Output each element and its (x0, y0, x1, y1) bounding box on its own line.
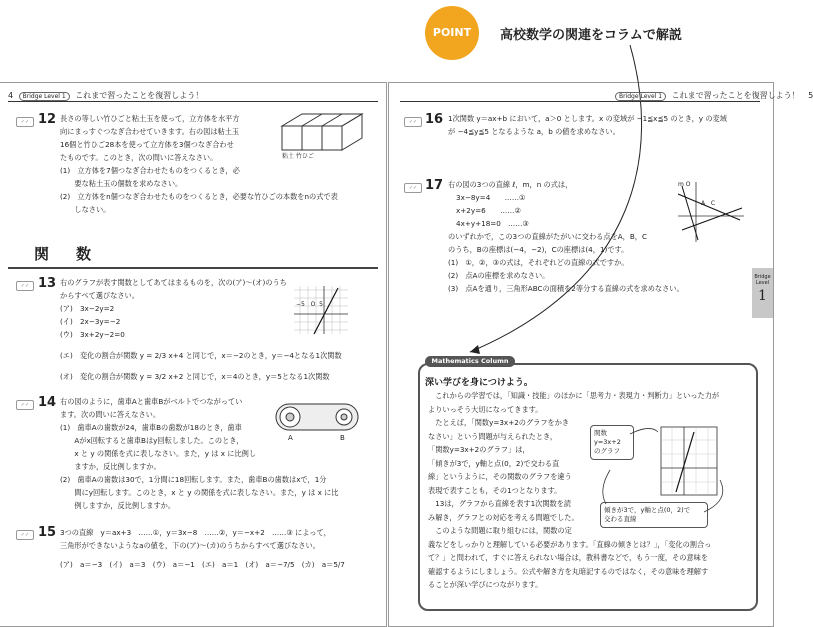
q15-text: 3つの直線 y＝ax+3 ……①，y＝3x−8 ……②，y＝−x+2 ……③ によって， 三角形ができないようなaの値を，下の(ア)〜(カ)のうちからすべて選びなさい。 (ア) a＝−3 (イ) a＝3 (ウ) a＝−1 (エ) a＝1 (オ) a＝−7/5 (カ) a＝5/7 (60, 528, 345, 569)
column-tab: Mathematics Column (425, 356, 515, 367)
header-title: これまで習ったことを復習しよう！ (671, 91, 800, 100)
q13-text: 右のグラフが表す関数としてあてはまるものを，次の(ア)〜(オ)のうち からすべて選びなさい。 (ア) 3x−2y=2 (イ) 2x−3y=−2 (ウ) 3x+2y−2=0 (エ) 変化の割合が関数 y = 2/3 x+4 と同じで，x＝−2のとき，y＝−4となる1次関数 (オ) 変化の割合が関数 y = 3/2 x+2 と同じで，x＝4のとき，y＝5となる1次関数 (60, 278, 342, 381)
q12-text: 長さの等しい竹ひごと粘土玉を使って，立方体を水平方 向にまっすぐつなぎ合わせていきます。右の図は粘土玉 16個と竹ひご28本を使って立方体を3個つなぎ合わせ たものです。このとき，次の問いに答えなさい。 (1) 立方体を7個つなぎ合わせたものをつくるとき，必 要な粘土玉の個数を求めなさい。 (2) 立方体をn個つなぎ合わせたものをつくるとき，必要な竹ひごの本数をnの式で表 しなさい。 (60, 114, 338, 214)
header-title: これまで習ったことを復習しよう！ (75, 91, 204, 100)
question-number-15: 15 (38, 525, 57, 540)
header-rule (8, 101, 378, 102)
column-title: 深い学びを身につけよう。 (425, 378, 533, 388)
level-badge: Bridge Level 1 (615, 92, 666, 101)
q17-labels: m O (678, 181, 691, 188)
question-tag: ✓✓ (404, 117, 422, 127)
page-number: 5 (808, 91, 813, 100)
gear-label-b: B (340, 434, 345, 442)
page-number: 4 (8, 91, 14, 100)
level-side-tab: Bridge Level 1 (752, 268, 773, 318)
cube-label: 粘土 竹ひご (282, 153, 314, 160)
question-tag: ✓✓ (16, 281, 34, 291)
header-rule (400, 101, 760, 102)
column-arrows (580, 420, 740, 530)
question-tag: ✓✓ (16, 117, 34, 127)
right-header (612, 90, 813, 101)
column-box-slope: 傾きが3で，y軸と点(0，2)で 交わる直線 (600, 502, 708, 528)
level-badge: Bridge Level 1 (19, 92, 70, 101)
section-title: 関 数 (34, 245, 98, 263)
q13-graph (292, 284, 350, 336)
q13-axis-labels: −5 O 5 (296, 301, 323, 308)
question-number-13: 13 (38, 276, 57, 291)
column-box-function: 関数 y=3x+2 のグラフ (590, 425, 634, 460)
question-number-16: 16 (425, 112, 444, 127)
point-caption: 高校数学の関連をコラムで解説 (500, 28, 682, 43)
question-number-17: 17 (425, 178, 444, 193)
section-rule (8, 267, 378, 269)
left-header (8, 90, 203, 101)
q16-text: 1次関数 y＝ax+b において，a＞0 とします。x の変域が −1≦x≦5 のとき，y の変域 が −4≦y≦5 となるような a，b の値を求めなさい。 (448, 114, 727, 136)
question-tag: ✓✓ (404, 183, 422, 193)
gear-label-a: A (288, 434, 293, 442)
column-body: これからの学習では，「知識・技能」のほかに「思考力・表現力・判断力」といった力が よりいっそう大切になってきます。 たとえば，「関数y=3x+2のグラフをかき なさい」という問題が与えられたとき， 「関数y=3x+2のグラフ」は， 「傾きが3で，y軸と点(0，2)で交わる直 線」というように，その関数のグラフを違う 表現で表すことも，その1つとなります。 13は，グラフから直線を表す1次関数を読 み解き，グラフとの対応を考える問題でした。 このような問題に取り組むには，関数の定 義などをしっかりと理解している必要があります。「直線の傾きとは？」，「変化の割合っ て？」と問われて，すぐに答えられない場合は，教科書などで，もう一度，その意味を 確認するようにしましょう。公式や解き方を丸暗記するのではなく，その意味を理解す ることが深い学びにつながります。 (428, 391, 720, 589)
gear-figure (270, 398, 366, 440)
question-number-14: 14 (38, 395, 57, 410)
q17-graph (676, 180, 746, 244)
q17-point-labels: A C (701, 200, 716, 207)
question-tag: ✓✓ (16, 530, 34, 540)
point-badge: POINT (425, 6, 479, 60)
q17-text: 右の図の3つの直線 ℓ，m，n の式は， 3x−8y=4 ……① x+2y=6 ……② 4x+y+18=0 ……③ のいずれかで，この3つの直線がたがいに交わる点をA，B，C のうち，Bの座標は(−4，−2)，Cの座標は(4，1)です。 (1) ①，②，③の式は，それぞれどの直線の式ですか。 (2) 点Aの座標を求めなさい。 (3) 点Aを通り，三角形ABCの面積を2等分する直線の式を求めなさい。 (448, 180, 684, 293)
question-number-12: 12 (38, 112, 57, 127)
question-tag: ✓✓ (16, 400, 34, 410)
q14-text: 右の図のように，歯車Aと歯車Bがベルトでつながってい ます。次の問いに答えなさい。 (1) 歯車Aの歯数が24，歯車Bの歯数が18のとき，歯車 Aがx回転すると歯車Bはy回転しました。このとき， x と y の関係を式に表しなさい。また，y は x に比例し ますか，反比例しますか。 (2) 歯車Aの歯数は30で，1分間に18回転します。また，歯車Bの歯数はxで，1分 間にy回転します。このとき，x と y の関係を式に表しなさい。また，y は x に比 例しますか，反比例しますか。 (60, 397, 339, 510)
